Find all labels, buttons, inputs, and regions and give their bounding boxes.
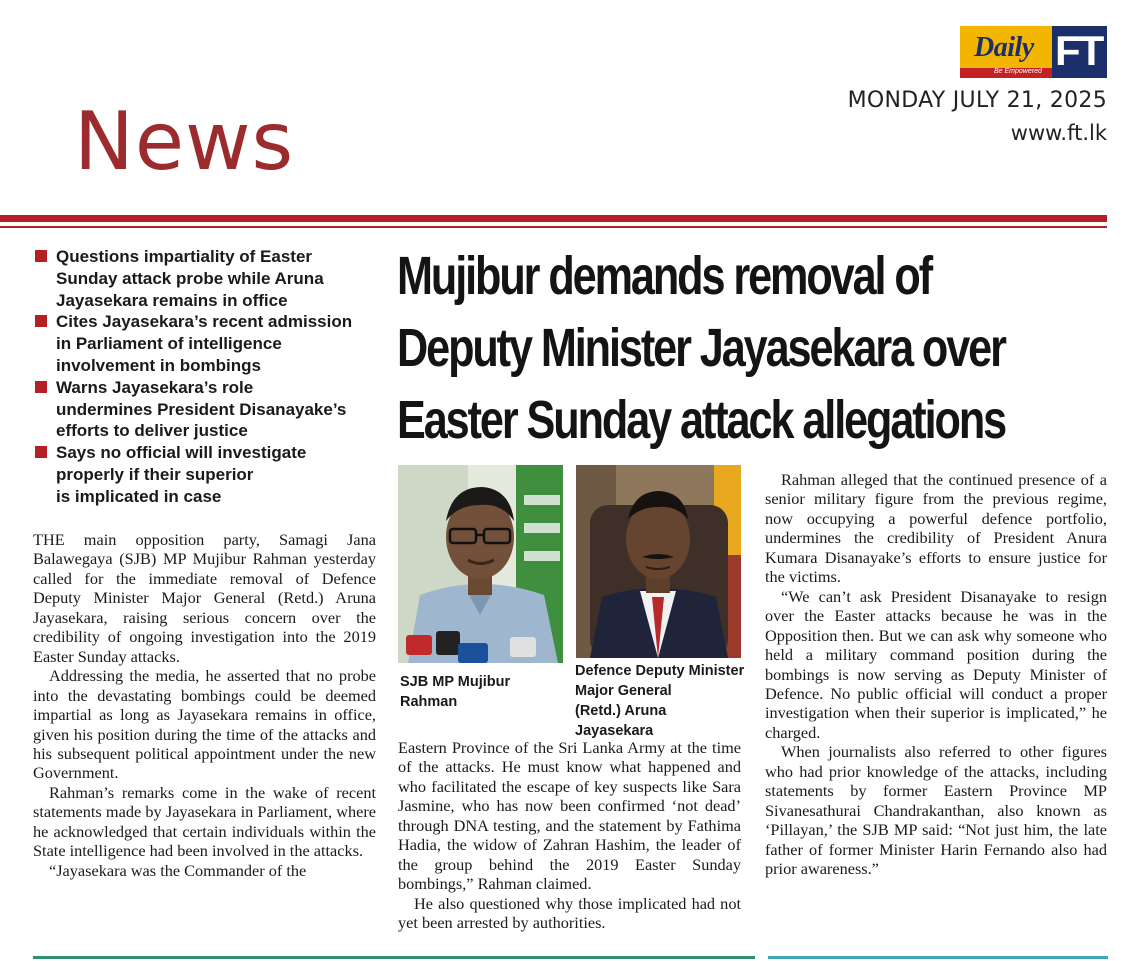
body-column-1 — [33, 530, 376, 880]
header-rule-thick — [0, 215, 1107, 222]
highlight-item: Warns Jayasekara’s role undermines President Disanayake’s efforts to deliver justice — [32, 377, 387, 442]
body-paragraph: Addressing the media, he asserted that no probe into the devastating bombings could be deemed impartial as long as Jayasekara remains in office, given his position during the time of the attacks and his subsequent political appointment under the new Government. — [33, 666, 376, 783]
footer-rule-right — [768, 956, 1108, 959]
issue-date: MONDAY JULY 21, 2025 — [847, 88, 1107, 113]
body-paragraph: “We can’t ask President Disanayake to resign over the Easter attacks because he was in the Opposition then. But we can ask why someone who held a military command position during the bombings is now serving as Deputy Minister of Defence. No public official will conduct a proper investigation when their superior is implicated,” he charged. — [765, 586, 1107, 742]
article-headline — [397, 240, 1006, 456]
headline-line: Deputy Minister Jayasekara over — [397, 318, 1005, 378]
logo-tagline: Be Empowered — [994, 68, 1042, 75]
photo-mujibur-rahman — [398, 465, 563, 663]
body-column-3 — [765, 470, 1107, 879]
section-title: News — [74, 95, 295, 188]
photo-caption-jayasekara: Defence Deputy Minister Major General (Retd.) Aruna Jayasekara — [575, 663, 745, 739]
bullet-square-icon — [35, 315, 47, 327]
photo-caption-rahman: SJB MP Mujibur Rahman — [400, 674, 511, 710]
footer-rule-left — [33, 956, 755, 959]
body-paragraph: “Jayasekara was the Commander of the — [49, 860, 307, 880]
bullet-square-icon — [35, 250, 47, 262]
logo-ft-text: FT — [1055, 27, 1103, 74]
highlight-item: Questions impartiality of Easter Sunday attack probe while Aruna Jayasekara remains in office — [32, 246, 387, 311]
header-rule-thin — [0, 226, 1107, 228]
body-paragraph: THE main opposition party, Samagi Jana Balawegaya (SJB) MP Mujibur Rahman yesterday called for the immediate removal of Defence Deputy Minister Major General (Retd.) Aruna Jayasekara, raising serious concern over the credibility of ongoing investigation into the 2019 Easter Sunday attacks. — [33, 530, 376, 666]
highlight-item: Says no official will investigate properly if their superior is implicated in case — [32, 442, 387, 507]
body-paragraph: Rahman’s remarks come in the wake of recent statements made by Jayasekara in Parliament, where he acknowledged that certain individuals within the State intelligence had been involved in the attacks. — [33, 782, 376, 861]
photo-aruna-jayasekara — [576, 465, 741, 658]
bullet-square-icon — [35, 446, 47, 458]
body-column-2 — [398, 738, 741, 933]
body-paragraph: Rahman alleged that the continued presence of a senior military figure from the previous regime, now occupying a powerful defence portfolio, undermines the credibility of President Anura Kumara Disanayake’s efforts to ensure justice for the victims. — [765, 470, 1107, 587]
headline-line: Mujibur demands removal of — [397, 246, 932, 306]
body-paragraph: When journalists also referred to other figures who had prior knowledge of the attacks, including statements by former Eastern Province MP Sivanesathurai Chandrakanthan, also known as ‘Pillayan,’ the SJB MP said: “Not just him, the late father of former Minister Harin Fernando also had prior awareness.” — [765, 742, 1107, 879]
bullet-square-icon — [35, 381, 47, 393]
body-paragraph: Eastern Province of the Sri Lanka Army at the time of the attacks. He must know what happened and who facilitated the escape of key suspects like Sara Jasmine, who has now been confirmed ‘not dead’ through DNA testing, and the statement by Fathima Hadia, the widow of Zahran Hashim, the leader of the group behind the 2019 Easter Sunday bombings,” Rahman claimed. — [398, 738, 741, 894]
website-url: www.ft.lk — [1010, 121, 1107, 145]
portrait-illustration — [398, 465, 563, 663]
highlight-item: Cites Jayasekara’s recent admission in Parliament of intelligence involvement in bombings — [32, 311, 387, 376]
daily-ft-logo — [960, 26, 1107, 78]
portrait-illustration — [576, 465, 741, 658]
highlights-list — [32, 246, 387, 508]
logo-daily-text: Daily — [974, 32, 1034, 63]
headline-line: Easter Sunday attack allegations — [397, 390, 1006, 450]
body-paragraph: He also questioned why those implicated had not yet been arrested by authorities. — [398, 893, 741, 933]
